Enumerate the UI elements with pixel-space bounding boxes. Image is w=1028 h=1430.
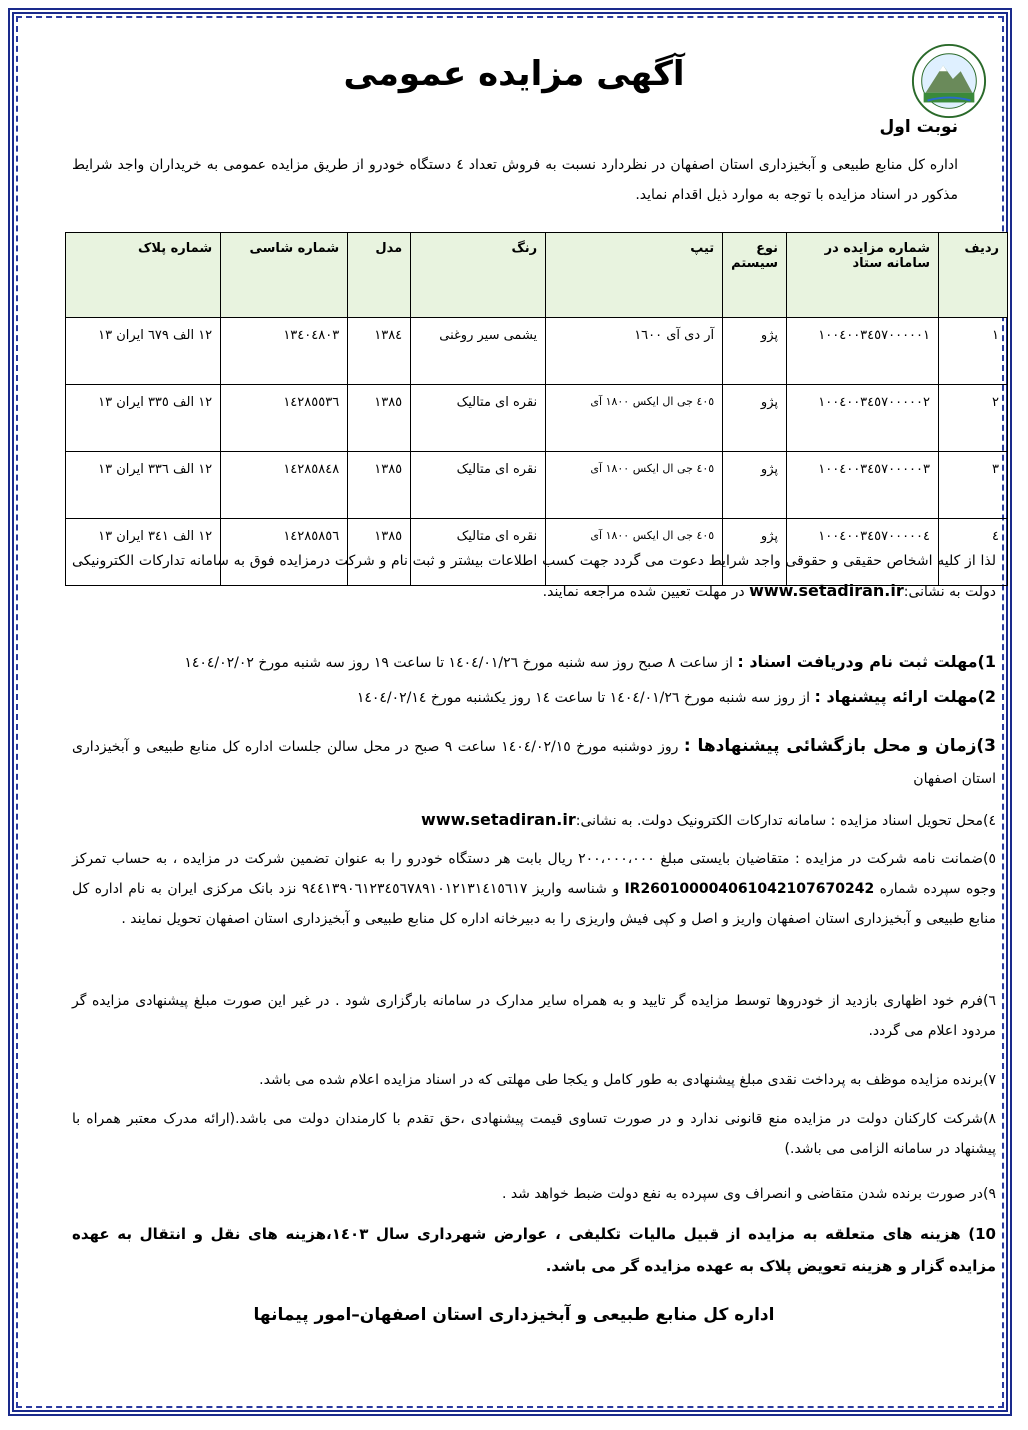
cell-system: پژو: [723, 519, 787, 586]
cell-chassis: ١٣٤٠٤٨٠٣: [221, 318, 348, 385]
cell-auction-number: ١٠٠٤٠٠٣٤٥٧٠٠٠٠٠٤: [787, 519, 939, 586]
page-title: آگهی مزایده عمومی: [343, 54, 685, 94]
col-color-header: رنگ: [411, 233, 546, 318]
invitation-text-end: در مهلت تعیین شده مراجعه نمایند.: [542, 584, 750, 600]
cell-chassis: ١٤٢٨٥٥٣٦: [221, 385, 348, 452]
cell-system: پژو: [723, 385, 787, 452]
item-2-text: از روز سه شنبه مورخ ١٤٠٤/٠١/٢٦ تا ساعت ١٤ روز یکشنبه مورخ ١٤٠٤/٠٢/١٤: [356, 690, 815, 706]
col-type-header: تیپ: [546, 233, 723, 318]
item-8: ٨)شرکت کارکنان دولت در مزایده منع قانونی ندارد و در صورت تساوی قیمت پیشنهادی ،حق تقدم با کارمندان دولت می باشد.(ارائه مدرک معتبر همراه با پیشنهاد در سامانه الزامی می باشد.): [72, 1111, 996, 1157]
table-row: [66, 452, 1008, 519]
cell-type: ٤٠٥ جی ال ایکس ١٨٠٠ آی: [546, 385, 723, 452]
item-5-iban: IR260100004061042107670242: [624, 881, 875, 897]
cell-type: ٤٠٥ جی ال ایکس ١٨٠٠ آی: [546, 452, 723, 519]
item-4-url[interactable]: www.setadiran.ir: [421, 810, 576, 829]
cell-row: ٤: [939, 519, 1008, 586]
cell-auction-number: ١٠٠٤٠٠٣٤٥٧٠٠٠٠٠١: [787, 318, 939, 385]
cell-model: ١٣٨٥: [348, 452, 411, 519]
table-header-row: [66, 233, 1008, 318]
cell-row: ٢: [939, 385, 1008, 452]
round-label: نوبت اول: [879, 117, 958, 137]
col-model-header: مدل: [348, 233, 411, 318]
table-row: [66, 318, 1008, 385]
cell-row: ٣: [939, 452, 1008, 519]
cell-system: پژو: [723, 318, 787, 385]
cell-model: ١٣٨٥: [348, 385, 411, 452]
item-1: [72, 648, 996, 677]
item-4: [72, 806, 996, 835]
cell-type: ٤٠٥ جی ال ایکس ١٨٠٠ آی: [546, 519, 723, 586]
item-3-text: روز دوشنبه مورخ ١٤٠٤/٠٢/١٥ ساعت ٩ صبح در محل سالن جلسات اداره کل منابع طبیعی و آبخیزداری استان اصفهان: [72, 739, 996, 787]
item-10: 10) هزینه های متعلقه به مزایده از قبیل مالیات تکلیفی ، عوارض شهرداری سال ١٤٠٣،هزینه های نقل و انتقال به عهده مزایده گزار و هزینه تعویض پلاک به عهده مزایده گر می باشد.: [72, 1225, 996, 1275]
item-2-label: 2)مهلت ارائه پیشنهاد :: [814, 687, 996, 706]
item-1-text: از ساعت ٨ صبح روز سه شنبه مورخ ١٤٠٤/٠١/٢٦ تا ساعت ١٩ روز سه شنبه مورخ ١٤٠٤/٠٢/٠٢: [184, 655, 738, 671]
cell-model: ١٣٨٥: [348, 519, 411, 586]
cell-chassis: ١٤٢٨٥٨٤٨: [221, 452, 348, 519]
intro-paragraph: اداره کل منابع طبیعی و آبخیزداری استان اصفهان در نظردارد نسبت به فروش تعداد ٤ دستگاه خودرو از طریق مزایده عمومی به خریداران واجد شرایط مذکور در اسناد مزایده با توجه به موارد ذیل اقدام نماید.: [72, 157, 959, 203]
invitation-paragraph: [72, 546, 996, 607]
cell-plate: ١٢ الف ٦٧٩ ایران ١٣: [66, 318, 221, 385]
cell-plate: ١٢ الف ٣٤١ ایران ١٣: [66, 519, 221, 586]
item-4-text: ٤)محل تحویل اسناد مزایده : سامانه تدارکات الکترونیک دولت. به نشانی:: [575, 813, 996, 829]
col-plate-header: شماره پلاک: [66, 233, 221, 318]
cell-auction-number: ١٠٠٤٠٠٣٤٥٧٠٠٠٠٠٣: [787, 452, 939, 519]
vehicles-table: [65, 232, 1008, 586]
item-7: ٧)برنده مزایده موظف به پرداخت نقدی مبلغ پیشنهادی به طور کامل و یکجا طی مهلتی که در اسناد مزایده اعلام شده می باشد.: [259, 1072, 996, 1088]
col-system-header: نوع سیستم: [723, 233, 787, 318]
col-chassis-header: شماره شاسی: [221, 233, 348, 318]
cell-color: نقره ای متالیک: [411, 452, 546, 519]
item-1-label: 1)مهلت ثبت نام ودریافت اسناد :: [737, 652, 996, 671]
cell-auction-number: ١٠٠٤٠٠٣٤٥٧٠٠٠٠٠٢: [787, 385, 939, 452]
cell-type: آر دی آی ١٦٠٠: [546, 318, 723, 385]
item-3: [72, 730, 996, 795]
cell-color: یشمی سیر روغنی: [411, 318, 546, 385]
signature-line: اداره کل منابع طبیعی و آبخیزداری استان اصفهان–امور پیمانها: [253, 1305, 775, 1325]
col-auction-number-header: شماره مزایده در سامانه ستاد: [787, 233, 939, 318]
cell-model: ١٣٨٤: [348, 318, 411, 385]
item-9: ٩)در صورت برنده شدن متقاضی و انصراف وی سپرده به نفع دولت ضبط خواهد شد .: [501, 1186, 996, 1202]
cell-plate: ١٢ الف ٣٣٦ ایران ١٣: [66, 452, 221, 519]
cell-chassis: ١٤٢٨٥٨٥٦: [221, 519, 348, 586]
cell-color: نقره ای متالیک: [411, 385, 546, 452]
item-2: [72, 683, 996, 712]
cell-system: پژو: [723, 452, 787, 519]
item-5-text-a: ٥)ضمانت نامه شرکت در مزایده : متقاضیان بایستی مبلغ ٢٠٠،٠٠٠،٠٠٠ ریال بابت هر دستگاه خودرو را به عنوان تضمین شرکت در مزایده ، به حساب تمرکز وجوه سپرده شماره: [72, 851, 997, 897]
item-5-text-b: و شناسه واریز ٩٤٤١٣٩٠٦١٢٣٤٥٦٧٨٩١٠١٢١٣١٤١٥٦١٧ نزد بانک مرکزی ایران به نام اداره کل منابع طبیعی و آبخیزداری استان اصفهان واریز و اصل و کپی فیش واریزی را به دبیرخانه اداره کل منابع طبیعی و آبخیزداری استان اصفهان تحویل نمایند .: [72, 881, 996, 927]
col-row-header: ردیف: [939, 233, 1008, 318]
item-3-label: 3)زمان و محل بازگشائی پیشنهادها :: [683, 736, 997, 756]
table-row: [66, 385, 1008, 452]
item-6: ٦)فرم خود اظهاری بازدید از خودروها توسط مزایده گر تایید و به همراه سایر مدارک در سامانه بارگزاری شود . در غیر این صورت مبلغ پیشنهادی مزایده گر مردود اعلام می گردد.: [72, 993, 996, 1039]
item-5: [72, 844, 996, 934]
cell-row: ١: [939, 318, 1008, 385]
invitation-text: لذا از کلیه اشخاص حقیقی و حقوقی واجد شرایط دعوت می گردد جهت کسب اطلاعات بیشتر و ثبت نام و شرکت درمزایده فوق به سامانه تدارکات الکترونیکی دولت به نشانی:: [72, 553, 996, 600]
cell-color: نقره ای متالیک: [411, 519, 546, 586]
invitation-url[interactable]: www.setadiran.ir: [749, 581, 904, 600]
cell-plate: ١٢ الف ٣٣٥ ایران ١٣: [66, 385, 221, 452]
